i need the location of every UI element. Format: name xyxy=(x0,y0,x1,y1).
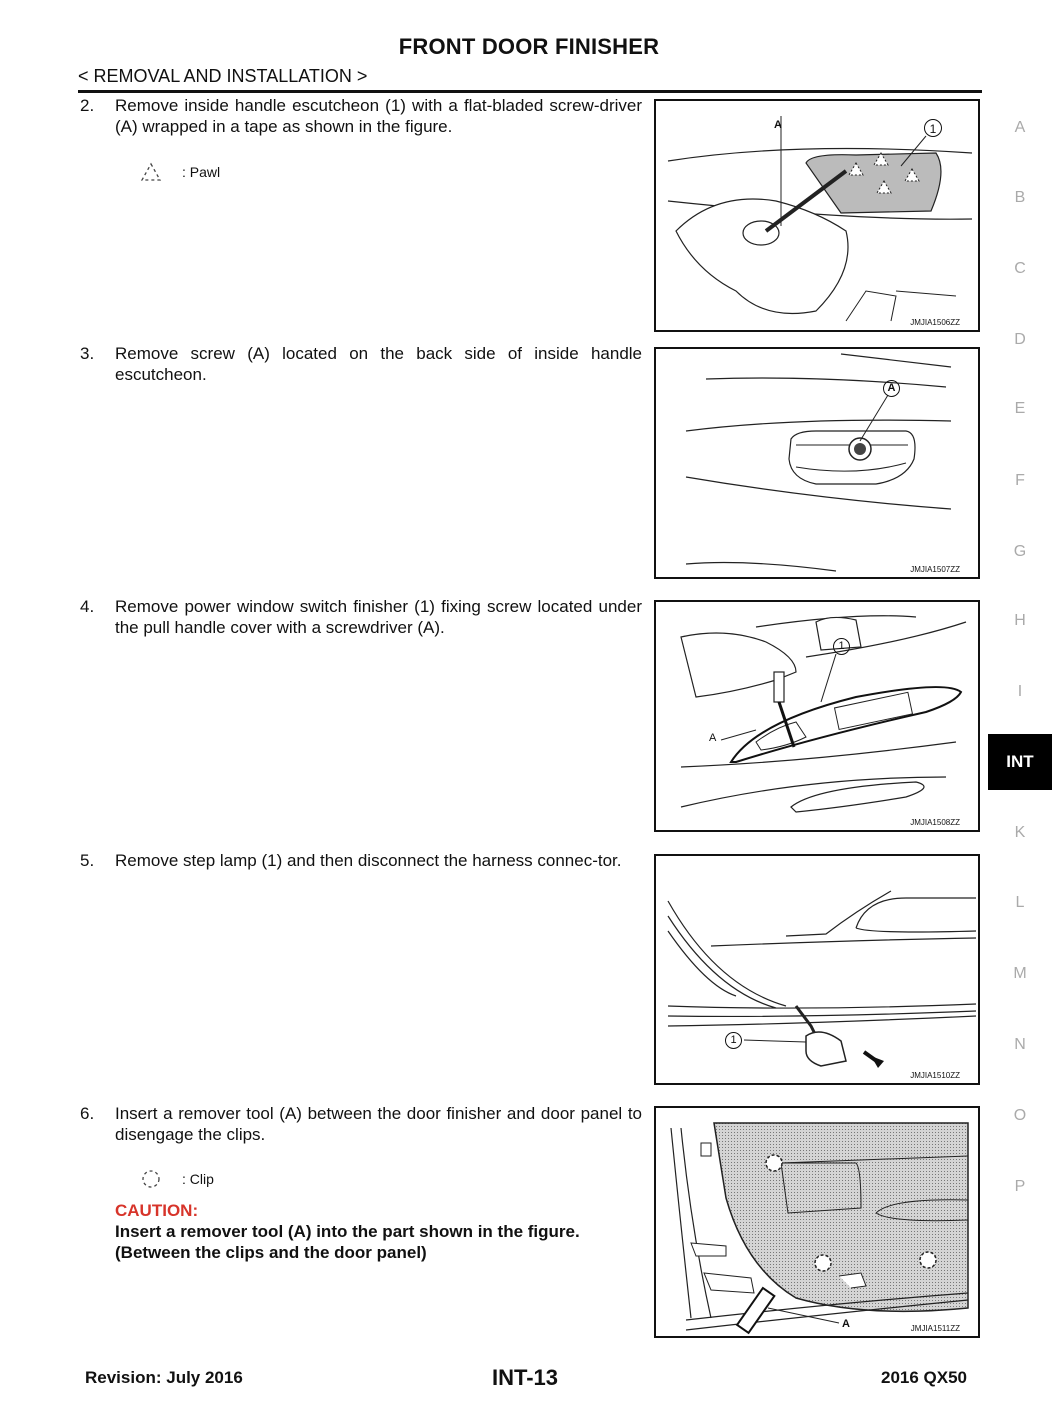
figure-code: JMJIA1507ZZ xyxy=(910,565,960,574)
tab-p[interactable]: P xyxy=(1014,1178,1026,1195)
page-title: FRONT DOOR FINISHER xyxy=(398,34,660,59)
figure-code: JMJIA1508ZZ xyxy=(910,818,960,827)
tab-k[interactable]: K xyxy=(1014,824,1026,841)
header-rule xyxy=(78,90,982,93)
figure-code: JMJIA1510ZZ xyxy=(910,1071,960,1080)
clip-circle-icon xyxy=(140,1169,162,1189)
caution-block xyxy=(115,1200,655,1263)
step-text: Remove power window switch finisher (1) fixing screw located under the pull handle cover with a screwdriver (A). xyxy=(115,597,642,637)
callout-1: 1 xyxy=(725,1032,742,1049)
caution-heading: CAUTION: xyxy=(115,1201,199,1220)
figure-remover-tool-clips xyxy=(654,1106,980,1338)
step-number: 5. xyxy=(80,851,95,870)
step-2 xyxy=(80,95,642,137)
tab-h[interactable]: H xyxy=(1014,612,1026,629)
callout-a: A xyxy=(842,1318,850,1330)
figure-illustration xyxy=(656,349,980,579)
tab-i[interactable]: I xyxy=(1017,683,1023,700)
figure-escutcheon-removal xyxy=(654,99,980,332)
tab-g[interactable]: G xyxy=(1013,543,1027,560)
caution-line-1: Insert a remover tool (A) into the part shown in the figure. xyxy=(115,1222,580,1241)
callout-1: 1 xyxy=(833,638,850,655)
figure-illustration xyxy=(656,1108,980,1338)
callout-a: A xyxy=(883,380,900,397)
callout-1: 1 xyxy=(924,119,942,137)
tab-l[interactable]: L xyxy=(1015,894,1025,911)
tab-int-active[interactable]: INT xyxy=(988,734,1052,790)
tab-b[interactable]: B xyxy=(1014,189,1026,206)
footer-page-number: INT-13 xyxy=(492,1365,559,1390)
footer-model: 2016 QX50 xyxy=(881,1368,968,1387)
step-number: 6. xyxy=(80,1104,95,1123)
step-6 xyxy=(80,1103,642,1145)
step-text: Remove inside handle escutcheon (1) with a flat-bladed screw-driver (A) wrapped in a tape as shown in the figure. xyxy=(115,96,642,136)
legend-label: : Pawl xyxy=(182,164,221,180)
step-number: 3. xyxy=(80,344,95,363)
footer-revision: Revision: July 2016 xyxy=(85,1368,243,1387)
tab-f[interactable]: F xyxy=(1015,472,1025,489)
figure-illustration xyxy=(656,602,980,832)
tab-c[interactable]: C xyxy=(1014,260,1026,277)
figure-illustration xyxy=(656,856,980,1085)
tab-o[interactable]: O xyxy=(1013,1107,1027,1124)
tab-n[interactable]: N xyxy=(1014,1036,1026,1053)
step-5 xyxy=(80,850,642,871)
step-number: 2. xyxy=(80,96,95,115)
figure-code: JMJIA1506ZZ xyxy=(910,318,960,327)
step-3 xyxy=(80,343,642,385)
tab-d[interactable]: D xyxy=(1014,331,1026,348)
caution-line-2: (Between the clips and the door panel) xyxy=(115,1243,427,1262)
section-index-tabs xyxy=(988,0,1052,1404)
step-text: Insert a remover tool (A) between the door finisher and door panel to disengage the clips. xyxy=(115,1104,642,1144)
step-text: Remove screw (A) located on the back side of inside handle escutcheon. xyxy=(115,344,642,384)
tab-m[interactable]: M xyxy=(1013,965,1027,982)
legend-clip xyxy=(140,1169,214,1189)
figure-code: JMJIA1511ZZ xyxy=(910,1324,960,1333)
step-text: Remove step lamp (1) and then disconnect the harness connec-tor. xyxy=(115,851,622,870)
figure-screw-location xyxy=(654,347,980,579)
tab-a[interactable]: A xyxy=(1014,119,1026,136)
legend-label: : Clip xyxy=(182,1171,214,1187)
legend-pawl xyxy=(140,162,220,182)
step-number: 4. xyxy=(80,597,95,616)
step-4 xyxy=(80,596,642,638)
pawl-triangle-icon xyxy=(140,162,162,182)
callout-a: A xyxy=(774,119,782,131)
section-heading: < REMOVAL AND INSTALLATION > xyxy=(78,66,368,86)
figure-step-lamp xyxy=(654,854,980,1085)
figure-window-switch-finisher xyxy=(654,600,980,832)
tab-e[interactable]: E xyxy=(1014,400,1026,417)
callout-a: A xyxy=(709,732,717,744)
